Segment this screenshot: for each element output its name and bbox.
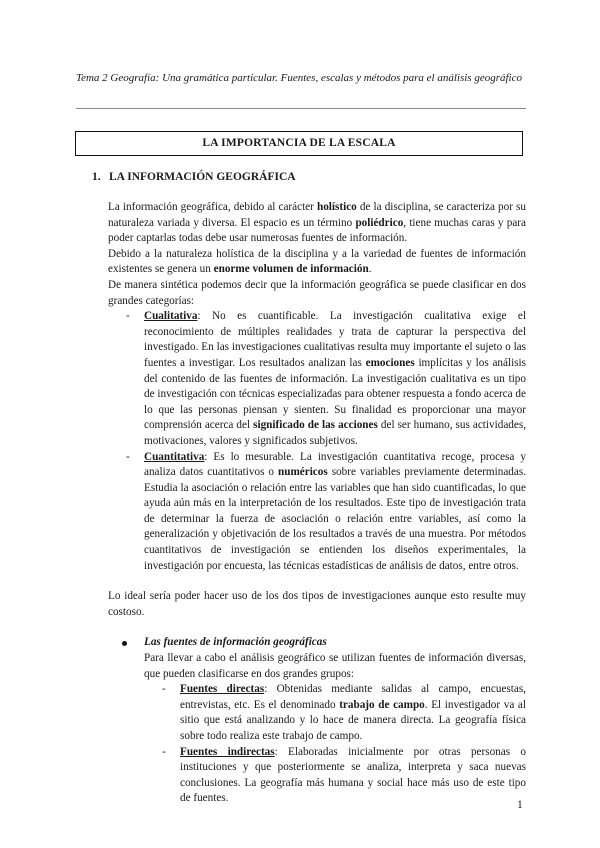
term-significado: significado de las acciones	[253, 419, 378, 432]
section-number: 1.	[92, 171, 101, 183]
list-item-cuantitativa: - Cuantitativa: Es lo mesurable. La investigación cuantitativa recoge, procesa y analiza datos cuantitativos o numéricos sobre variables previamente determinadas. Estudia la asociación o relación entre las variables que han sido cuantificadas, lo que ayuda aún más en la interpretación de los resultados. Este tipo de investigación trata de determinar la fuerza de asociación o relación entre variables, así como la generalización y objetivación de los resultados a través de una muestra. Por métodos cuantitativos de investigación se entienden los diseños experimentales, la investigación por encuesta, las técnicas estadísticas de análisis de datos, entre otros.	[126, 450, 526, 572]
term-poliedrico: poliédrico	[355, 216, 404, 229]
running-header: Tema 2 Geografía: Una gramática particular. Fuentes, escalas y métodos para el análisis geográfico	[76, 72, 522, 84]
paragraph-holistic: La información geográfica, debido al carácter holístico de la disciplina, se caracteriza por su naturaleza variada y diversa. El espacio es un término poliédrico, tiene muchas caras y para poder captarlas todas debe usar numerosas fuentes de información.	[108, 201, 526, 245]
term-enorme-volumen: enorme volumen de información	[213, 263, 369, 276]
categories-list	[126, 309, 526, 574]
fuentes-title: Las fuentes de información geográficas	[144, 636, 327, 649]
list-item-fuentes-indirectas: - Fuentes indirectas: Elaboradas inicialmente por otras personas o instituciones y que posteriormente se analiza, interpreta y saca nuevas conclusiones. La geografía más humana y social hace más uso de este tipo de fuentes.	[162, 745, 527, 805]
term-fuentes-directas: Fuentes directas	[180, 683, 265, 696]
term-cualitativa: Cualitativa	[144, 310, 198, 323]
dash-bullet: -	[126, 450, 130, 463]
term-trabajo-de-campo: trabajo de campo	[339, 698, 425, 711]
section-heading	[92, 170, 296, 186]
term-emociones: emociones	[365, 356, 415, 369]
term-cuantitativa: Cuantitativa	[144, 450, 205, 463]
document-body	[108, 200, 526, 807]
dash-bullet: -	[162, 683, 166, 696]
term-numericos: numéricos	[278, 466, 328, 479]
spacer	[108, 574, 526, 589]
term-fuentes-indirectas: Fuentes indirectas	[180, 745, 275, 758]
page-number: 1	[517, 799, 523, 811]
fuentes-intro: Para llevar a cabo el análisis geográfico se utilizan fuentes de información diversas, que pueden clasificarse en dos grandes grupos:	[144, 652, 526, 680]
paragraph-ideal: Lo ideal sería poder hacer uso de los dos tipos de investigaciones aunque esto resulte muy costoso.	[108, 590, 526, 618]
list-item-cualitativa: - Cualitativa: No es cuantificable. La investigación cualitativa exige el reconocimiento de múltiples realidades y trata de capturar la perspectiva del investigado. En las investigaciones cualitativas resulta muy importante el sujeto o las fuentes a investigar. Los resultados analizan las emociones implícitas y los análisis del contenido de las fuentes de información. La investigación cualitativa es un tipo de investigación con técnicas especializadas para obtener respuesta a fondo acerca de lo que las personas piensan y sienten. Su finalidad es proporcionar una mayor comprensión acerca del significado de las acciones del ser humano, sus actividades, motivaciones, valores y significados subjetivos.	[126, 310, 526, 447]
term-holistico: holístico	[316, 201, 357, 213]
dash-bullet: -	[162, 745, 166, 758]
dash-bullet: -	[126, 310, 130, 323]
fuentes-section	[144, 635, 526, 807]
paragraph-volume: Debido a la naturaleza holística de la disciplina y a la variedad de fuentes de información existentes se genera un enorme volumen de información.	[108, 247, 526, 276]
page-title: LA IMPORTANCIA DE LA ESCALA	[75, 131, 523, 156]
list-item-fuentes-directas: - Fuentes directas: Obtenidas mediante salidas al campo, encuestas, entrevistas, etc. Es el denominado trabajo de campo. El investigador va al sitio que está analizando y lo hace de manera directa. La geografía física sobre todo realiza este trabajo de campo.	[162, 683, 526, 742]
fuentes-list	[162, 682, 527, 807]
header-divider	[76, 108, 526, 109]
bullet-dot-icon	[122, 641, 127, 646]
section-title: LA INFORMACIÓN GEOGRÁFICA	[109, 171, 296, 183]
spacer	[108, 620, 526, 635]
paragraph-categories: De manera sintética podemos decir que la información geográfica se puede clasificar en dos grandes categorías:	[108, 278, 526, 307]
